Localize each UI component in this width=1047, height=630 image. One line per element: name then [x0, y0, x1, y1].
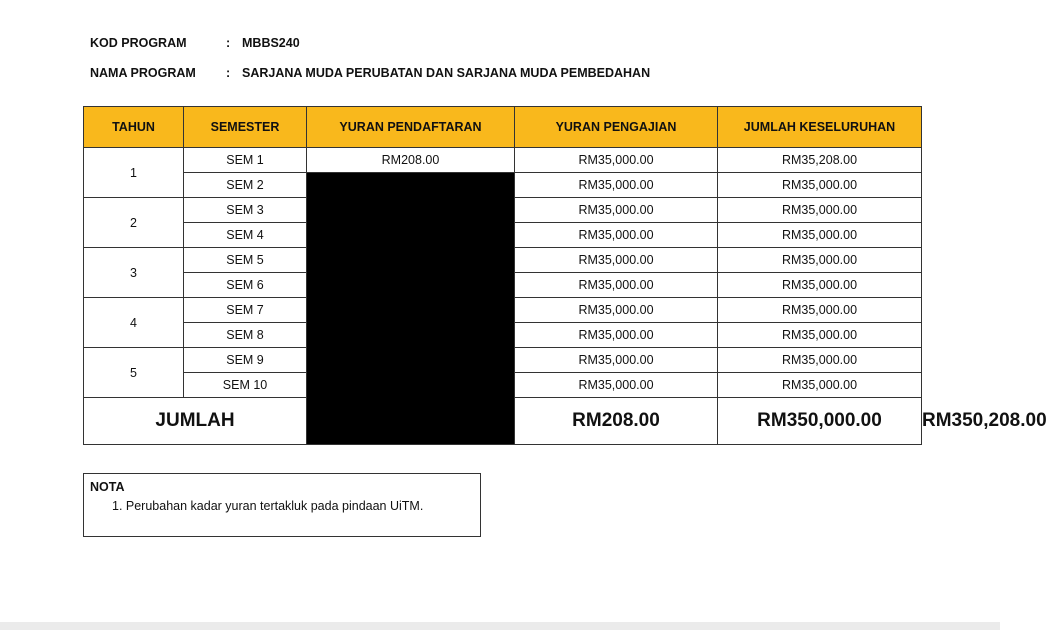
tuition-fee-cell: RM35,000.00 [515, 323, 718, 348]
total-fee-cell: RM35,000.00 [718, 373, 922, 398]
year-cell: 2 [84, 198, 184, 248]
semester-cell: SEM 10 [184, 373, 307, 398]
tuition-fee-cell: RM35,000.00 [515, 173, 718, 198]
column-header-jumlah-keseluruhan: JUMLAH KESELURUHAN [718, 107, 922, 148]
total-fee-cell: RM35,208.00 [718, 148, 922, 173]
program-name-colon: : [226, 66, 231, 80]
program-code-colon: : [226, 36, 231, 50]
total-fee-cell: RM35,000.00 [718, 323, 922, 348]
tuition-fee-cell: RM35,000.00 [515, 298, 718, 323]
program-code-value: MBBS240 [242, 36, 300, 50]
tuition-fee-cell: RM35,000.00 [515, 273, 718, 298]
semester-cell: SEM 2 [184, 173, 307, 198]
program-name-row [90, 58, 650, 88]
total-fee-cell: RM35,000.00 [718, 348, 922, 373]
semester-cell: SEM 6 [184, 273, 307, 298]
semester-cell: SEM 1 [184, 148, 307, 173]
total-label: JUMLAH [84, 398, 307, 445]
tuition-fee-cell: RM35,000.00 [515, 198, 718, 223]
column-header-yuran-pendaftaran: YURAN PENDAFTARAN [307, 107, 515, 148]
program-header [90, 28, 650, 88]
footer-bar [0, 622, 1000, 630]
program-code-label: KOD PROGRAM [90, 36, 187, 50]
semester-cell: SEM 9 [184, 348, 307, 373]
year-cell: 4 [84, 298, 184, 348]
redacted-block [307, 173, 515, 445]
program-name-value: SARJANA MUDA PERUBATAN DAN SARJANA MUDA PEMBEDAHAN [242, 66, 651, 80]
year-cell: 5 [84, 348, 184, 398]
total-fee-cell: RM35,000.00 [718, 198, 922, 223]
note-item: 1. Perubahan kadar yuran tertakluk pada pindaan UiTM. [112, 499, 424, 513]
program-code-row [90, 28, 650, 58]
total-fee-cell: RM35,000.00 [718, 223, 922, 248]
semester-cell: SEM 5 [184, 248, 307, 273]
semester-cell: SEM 4 [184, 223, 307, 248]
fee-table-header-row [84, 107, 922, 148]
total-fee-cell: RM35,000.00 [718, 248, 922, 273]
column-header-tahun: TAHUN [84, 107, 184, 148]
tuition-fee-cell: RM35,000.00 [515, 373, 718, 398]
total-fee-cell: RM35,000.00 [718, 298, 922, 323]
semester-cell: SEM 7 [184, 298, 307, 323]
total-tuition-fee: RM350,000.00 [718, 398, 922, 445]
total-registration-fee: RM208.00 [515, 398, 718, 445]
table-row [84, 173, 922, 198]
note-title: NOTA [90, 480, 125, 494]
year-cell: 3 [84, 248, 184, 298]
table-row [84, 148, 922, 173]
column-header-semester: SEMESTER [184, 107, 307, 148]
tuition-fee-cell: RM35,000.00 [515, 348, 718, 373]
tuition-fee-cell: RM35,000.00 [515, 148, 718, 173]
registration-fee-cell: RM208.00 [307, 148, 515, 173]
note-box [83, 473, 481, 537]
column-header-yuran-pengajian: YURAN PENGAJIAN [515, 107, 718, 148]
total-row: JUMLAH RM208.00 RM350,000.00 RM350,208.00 [84, 398, 922, 445]
total-fee-cell: RM35,000.00 [718, 173, 922, 198]
fee-table [83, 106, 1047, 445]
semester-cell: SEM 8 [184, 323, 307, 348]
total-fee-cell: RM35,000.00 [718, 273, 922, 298]
tuition-fee-cell: RM35,000.00 [515, 248, 718, 273]
tuition-fee-cell: RM35,000.00 [515, 223, 718, 248]
program-name-label: NAMA PROGRAM [90, 66, 196, 80]
semester-cell: SEM 3 [184, 198, 307, 223]
year-cell: 1 [84, 148, 184, 198]
